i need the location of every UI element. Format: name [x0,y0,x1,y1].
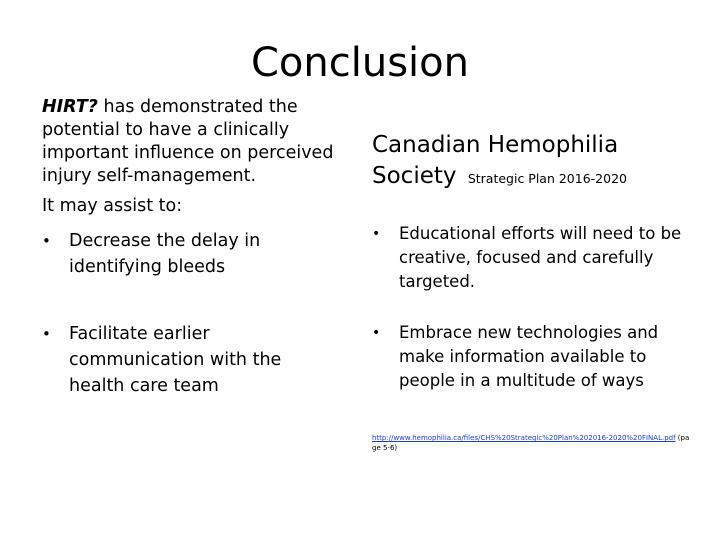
bullet-text: Facilitate earlier communication with the health care team [69,324,282,396]
org-name-line2: Society [372,163,457,189]
source-link[interactable]: http://www.hemophilia.ca/files/CHS%20Strategic%20Plan%202016-2020%20FINAL.pdf [372,434,676,442]
org-heading [372,130,692,194]
org-name-line1: Canadian Hemophilia [372,132,619,158]
bullet-icon: • [372,325,381,341]
bullet-icon: • [372,226,381,242]
source-citation [372,433,692,453]
bullet-text: Educational efforts will need to be creative, focused and carefully targeted. [399,224,682,291]
bullet-icon: • [42,232,51,250]
list-item [42,321,342,399]
left-bullet-list [42,228,342,399]
intro-paragraph [42,96,342,188]
plan-label: Strategic Plan 2016-2020 [467,171,627,186]
bullet-text: Decrease the delay in identifying bleeds [69,231,261,277]
list-item [372,321,692,393]
slide-title: Conclusion [251,40,469,86]
left-column [42,96,342,399]
intro-text: has demonstrated the potential to have a clinically important influence on perceived injury self-management. [42,97,334,186]
list-item [372,222,692,294]
source-page-ref: (page 5-6) [372,434,690,452]
right-bullet-list [372,222,692,393]
assist-text: It may assist to: [42,196,183,216]
bullet-text: Embrace new technologies and make information available to people in a multitude of ways [399,323,659,390]
right-column [372,130,692,393]
hirt-emphasis: HIRT? [42,97,98,117]
bullet-icon: • [42,325,51,343]
list-item [42,228,342,280]
